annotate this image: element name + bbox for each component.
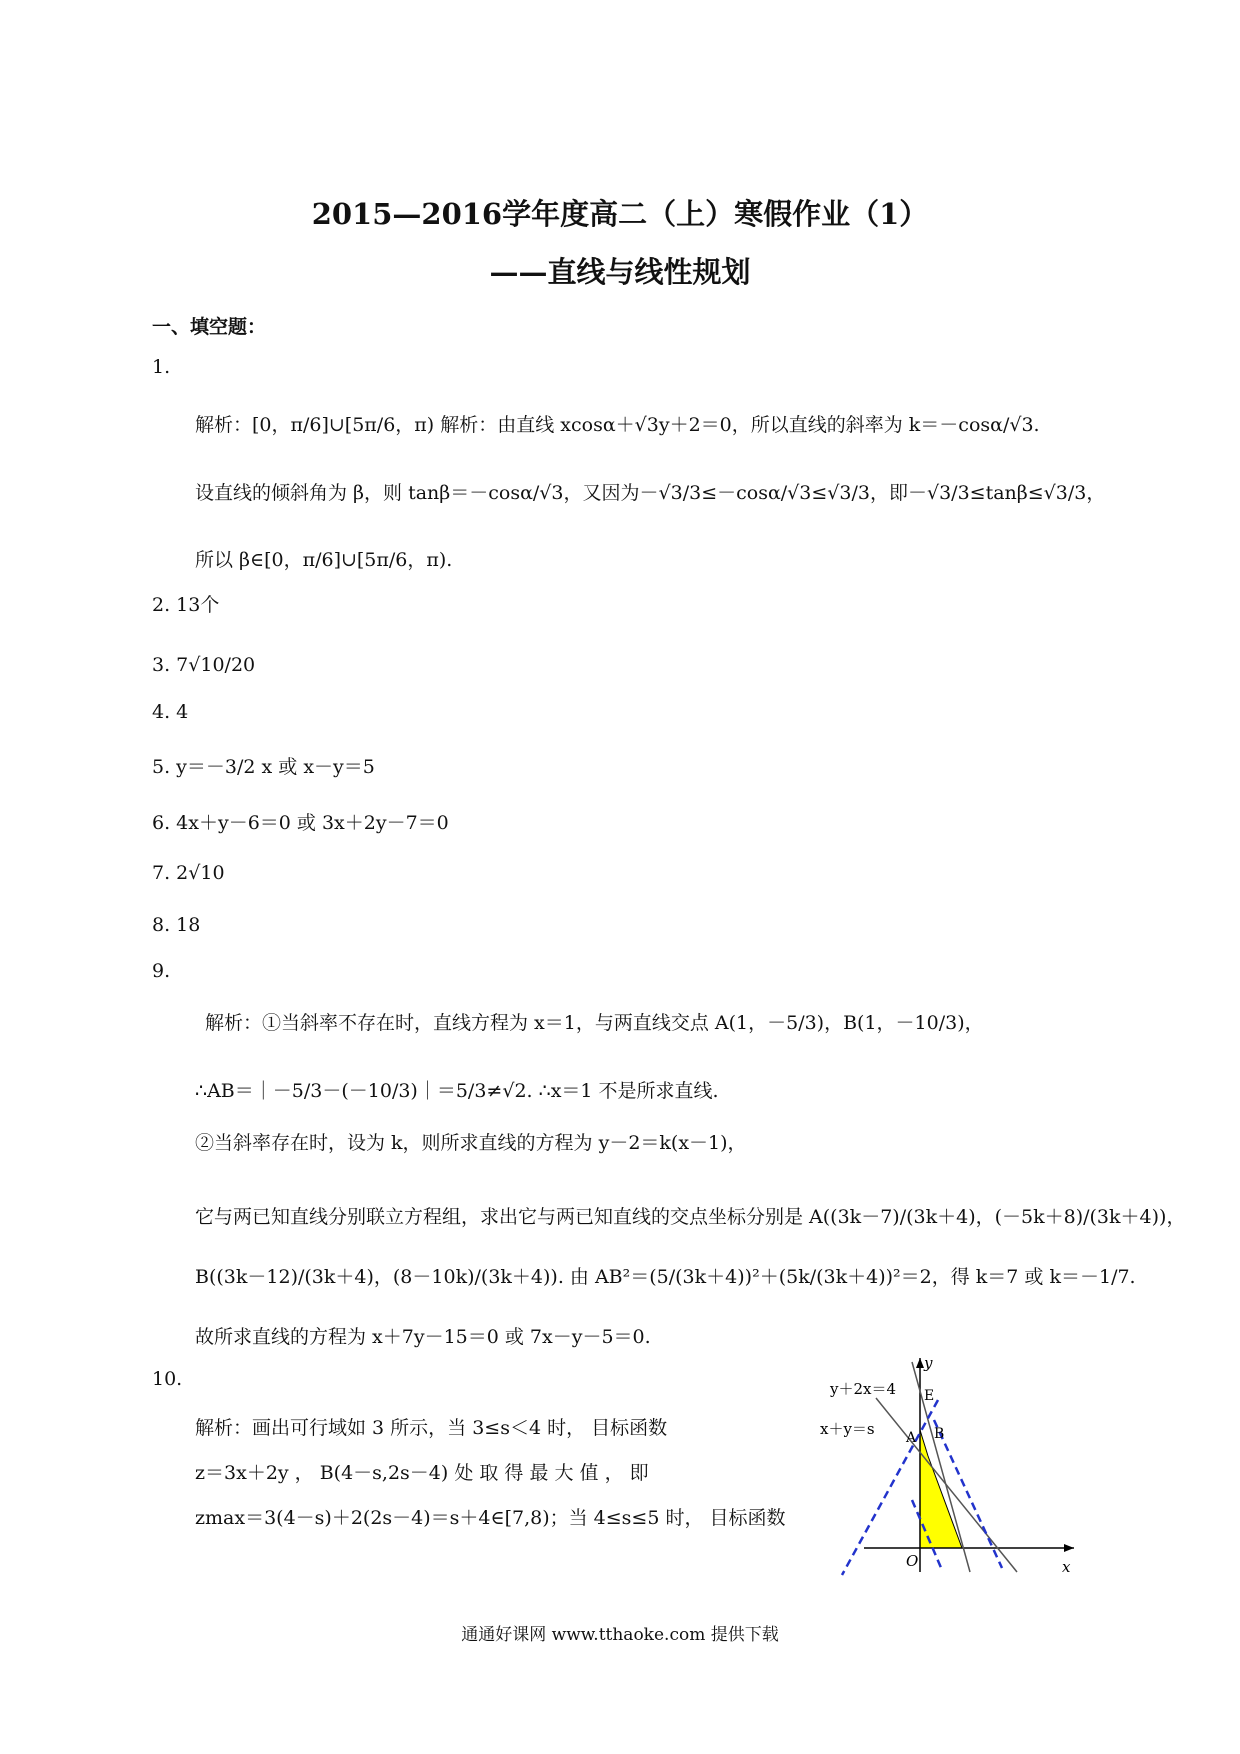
footer-text: 通通好课网 www.tthaoke.com 提供下载 <box>461 1625 779 1645</box>
page-title: 2015—2016学年度高二（上）寒假作业（1） <box>311 197 929 231</box>
label-x: x <box>1062 1558 1071 1576</box>
solution-line: 所以 β∈[0，π/6]∪[5π/6，π). <box>195 549 453 571</box>
solution-line: 解析：①当斜率不存在时，直线方程为 x＝1，与两直线交点 A(1，－5/3)，B(1，－10/3)， <box>205 1012 984 1034</box>
solution-line: B((3k－12)/(3k＋4)，(8－10k)/(3k＋4)). 由 AB²＝(5/(3k＋4))²＋(5k/(3k＋4))²＝2，得 k＝7 或 k＝－1/7. <box>195 1266 1136 1288</box>
page-subtitle: ——直线与线性规划 <box>489 255 751 289</box>
solution-line: z＝3x＋2y ， B(4－s,2s－4) 处 取 得 最 大 值 ， 即 <box>195 1462 649 1484</box>
question-number: 1. <box>152 356 171 378</box>
label-B: B <box>934 1426 945 1442</box>
question-number: 9. <box>152 960 171 982</box>
solution-line: 设直线的倾斜角为 β，则 tanβ＝－cosα/√3，又因为－√3/3≤－cosα/√3≤√3/3，即－√3/3≤tanβ≤√3/3， <box>195 482 1106 504</box>
section-heading: 一、填空题： <box>152 316 267 338</box>
solution-line: 解析：[0，π/6]∪[5π/6，π) 解析：由直线 xcosα＋√3y＋2＝0，所以直线的斜率为 k＝－cosα/√3. <box>195 414 1040 436</box>
answer-line: 4. 4 <box>152 701 189 723</box>
solution-line: zmax＝3(4－s)＋2(2s－4)＝s＋4∈[7,8)；当 4≤s≤5 时， 目标函数 <box>195 1507 786 1529</box>
y-axis-arrow <box>916 1358 924 1368</box>
answer-line: 8. 18 <box>152 914 201 936</box>
answer-line: 2. 13个 <box>152 594 220 616</box>
solution-line: ∴AB＝｜－5/3－(－10/3)｜＝5/3≠√2. ∴x＝1 不是所求直线. <box>195 1080 719 1102</box>
label-A: A <box>906 1430 917 1446</box>
solution-line: ②当斜率存在时，设为 k，则所求直线的方程为 y－2＝k(x－1)， <box>195 1132 747 1154</box>
solution-line: 解析：画出可行域如 3 所示，当 3≤s＜4 时， 目标函数 <box>195 1417 668 1439</box>
label-E: E <box>924 1388 935 1404</box>
solution-line: 故所求直线的方程为 x＋7y－15＝0 或 7x－y－5＝0. <box>195 1326 651 1348</box>
solution-line: 它与两已知直线分别联立方程组，求出它与两已知直线的交点坐标分别是 A((3k－7)/(3k＋4)，(－5k＋8)/(3k＋4))， <box>195 1206 1186 1228</box>
answer-line: 7. 2√10 <box>152 862 225 884</box>
answer-line: 6. 4x＋y－6＝0 或 3x＋2y－7＝0 <box>152 812 449 834</box>
x-axis-arrow <box>1064 1544 1074 1552</box>
label-line-1: y＋2x＝4 <box>830 1380 897 1398</box>
label-y: y <box>924 1354 933 1372</box>
answer-line: 3. 7√10/20 <box>152 654 256 676</box>
question-number: 10. <box>152 1368 183 1390</box>
label-line-2: x＋y＝s <box>820 1420 875 1438</box>
feasible-region-figure <box>812 1350 1102 1580</box>
answer-line: 5. y＝－3/2 x 或 x－y＝5 <box>152 756 375 778</box>
label-origin: O <box>906 1552 919 1570</box>
